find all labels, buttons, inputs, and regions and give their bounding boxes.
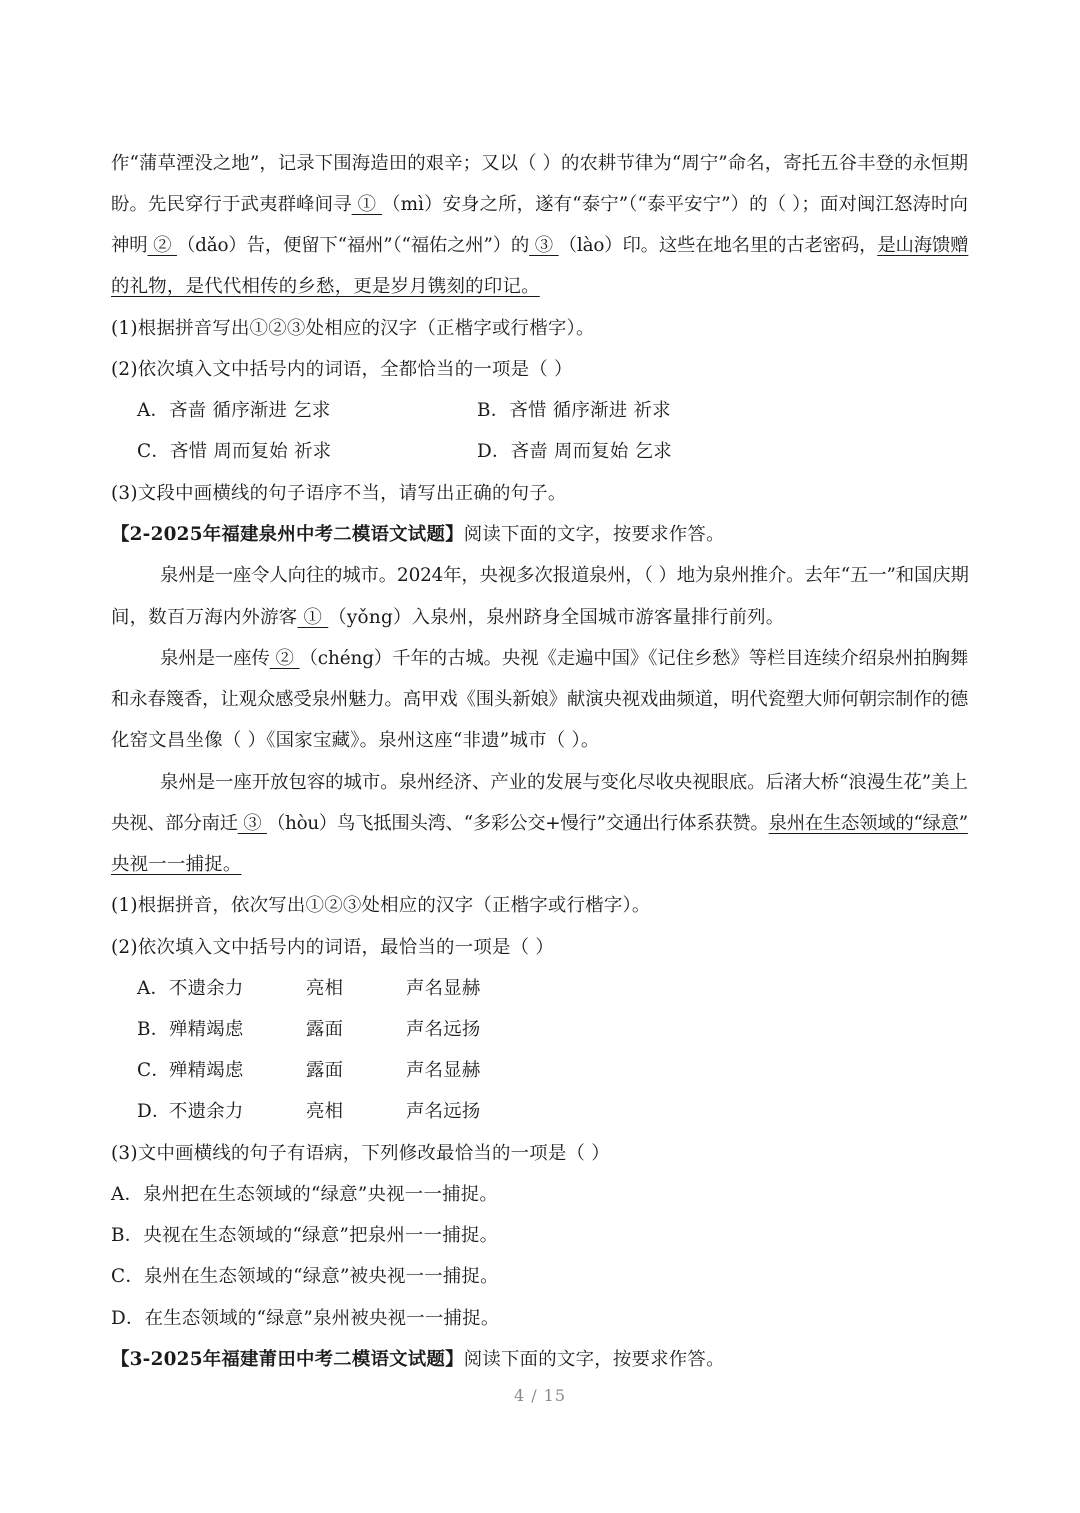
question-1: (1)根据拼音写出①②③处相应的汉字（正楷字或行楷字）。 — [111, 318, 595, 339]
paragraph-line: 间，数百万海内外游客 ① （yǒng）入泉州，泉州跻身全国城市游客量排行前列。 — [111, 607, 785, 628]
blank-2: ② — [147, 235, 177, 256]
blank-1: ① — [297, 607, 329, 628]
option-d: D．在生态领域的“绿意”泉州被央视一一捕捉。 — [111, 1308, 500, 1329]
paragraph-line: 央视、部分南迁 ③ （hòu）鸟飞抵围头湾、“多彩公交+慢行”交通出行体系获赞。泉州在生态领域的“绿意” — [111, 813, 968, 834]
section-heading: 【2-2025年福建泉州中考二模语文试题】阅读下面的文字，按要求作答。 — [111, 524, 725, 545]
question-1: (1)根据拼音，依次写出①②③处相应的汉字（正楷字或行楷字）。 — [111, 895, 651, 916]
document-page: 作“蒲草湮没之地”，记录下围海造田的艰辛；又以（ ）的农耕节律为“周宁”命名，寄托五谷丰登的永恒期 盼。先民穿行于武夷群峰间寻 ① （mì）安身之所，遂有“泰宁”（“泰平安宁”）的（ ）；面对闽江怒涛时向 神明 ② （dǎo）告，便留下“福州”（“福佑之州”）的 ③ （lào）印。这些在地名里的古老密码，是山海馈赠 的礼物，是代代相传的乡愁，更是岁月镌刻的印记。 (1)根据拼音写出①②③处相应的汉字（正楷字或行楷字）。 (2)依次填入文中括号内的词语，全都恰当的一项是（ ） A．吝啬 循序渐进 乞求 B．吝惜 循序渐进 祈求 C．吝惜 周而复始 祈求 D．吝啬 周而复始 乞求 (3)文段中画横线的句子语序不当，请写出正确的句子。 【2-2025年福建泉州中考二模语文试题】阅读下面的文字，按要求作答。 泉州是一座令人向往的城市。2024年，央视多次报道泉州，（ ）地为泉州推介。去年“五一”和国庆期 间，数百万海内外游客 ① （yǒng）入泉州，泉州跻身全国城市游客量排行前列。 泉州是一座传 ② （chéng）千年的古城。央视《走遍中国》《记住乡愁》等栏目连续介绍泉州拍胸舞 和永春篾香，让观众感受泉州魅力。高甲戏《围头新娘》献演央视戏曲频道，明代瓷塑大师何朝宗制作的德 化窑文昌坐像（ ）《国家宝藏》。泉州这座“非遗”城市（ ）。 泉州是一座开放包容的城市。泉州经济、产业的发展与变化尽收央视眼底。后渚大桥“浪漫生花”美上 央视、部分南迁 ③ （hòu）鸟飞抵围头湾、“多彩公交+慢行”交通出行体系获赞。泉州在生态领域的“绿意” 央视一一捕捉。 (1)根据拼音，依次写出①②③处相应的汉字（正楷字或行楷字）。 (2)依次填入文中括号内的词语，最恰当的一项是（ ） A． 不遗余力 亮相 声名显赫 B． 殚精竭虑 露面 声名远扬 C． 殚精竭虑 露面 声名显赫 D． 不遗余力 亮相 声名远扬 (3)文中画横线的句子有语病，下列修改最恰当的一项是（ ） A．泉州把在生态领域的“绿意”央视一一捕捉。 B．央视在生态领域的“绿意”把泉州一一捕捉。 C．泉州在生态领域的“绿意”被央视一一捕捉。 D．在生态领域的“绿意”泉州被央视一一捕捉。 【3-2025年福建莆田中考二模语文试题】阅读下面的文字，按要求作答。 4 / 15 — [0, 0, 1080, 1513]
paragraph-line: 泉州是一座令人向往的城市。2024年，央视多次报道泉州，（ ）地为泉州推介。去年“五一”和国庆期 — [160, 565, 969, 586]
option-a: A．泉州把在生态领域的“绿意”央视一一捕捉。 — [111, 1184, 499, 1205]
underlined-sentence: 是山海馈赠 — [877, 235, 969, 256]
paragraph-line: 神明 ② （dǎo）告，便留下“福州”（“福佑之州”）的 ③ （lào）印。这些在地名里的古老密码，是山海馈赠 — [111, 235, 969, 256]
option-b: B．央视在生态领域的“绿意”把泉州一一捕捉。 — [111, 1225, 499, 1246]
blank-1: ① — [351, 194, 383, 215]
blank-3: ③ — [237, 813, 267, 834]
underlined-sentence: 的礼物，是代代相传的乡愁，更是岁月镌刻的印记。 — [111, 276, 540, 297]
underlined-sentence: 央视一一捕捉。 — [111, 854, 242, 875]
blank-3: ③ — [529, 235, 559, 256]
paragraph-line: 泉州是一座传 ② （chéng）千年的古城。央视《走遍中国》《记住乡愁》等栏目连续介绍泉州拍胸舞 — [160, 648, 969, 669]
page-number: 4 / 15 — [513, 1386, 567, 1405]
option-c: C．泉州在生态领域的“绿意”被央视一一捕捉。 — [111, 1266, 499, 1287]
option-d: D．吝啬 周而复始 乞求 — [477, 441, 672, 462]
paragraph-line: 和永春篾香，让观众感受泉州魅力。高甲戏《围头新娘》献演央视戏曲频道，明代瓷塑大师何朝宗制作的德 — [111, 689, 969, 710]
question-2: (2)依次填入文中括号内的词语，最恰当的一项是（ ） — [111, 937, 554, 958]
question-3: (3)文中画横线的句子有语病，下列修改最恰当的一项是（ ） — [111, 1143, 610, 1164]
paragraph-line: 盼。先民穿行于武夷群峰间寻 ① （mì）安身之所，遂有“泰宁”（“泰平安宁”）的（ ）；面对闽江怒涛时向 — [111, 194, 969, 215]
paragraph-line: 化窑文昌坐像（ ）《国家宝藏》。泉州这座“非遗”城市（ ）。 — [111, 730, 600, 751]
section-heading: 【3-2025年福建莆田中考二模语文试题】阅读下面的文字，按要求作答。 — [111, 1349, 725, 1370]
paragraph-line: 作“蒲草湮没之地”，记录下围海造田的艰辛；又以（ ）的农耕节律为“周宁”命名，寄托五谷丰登的永恒期 — [111, 153, 969, 174]
question-2: (2)依次填入文中括号内的词语，全都恰当的一项是（ ） — [111, 359, 573, 380]
option-a: A．吝啬 循序渐进 乞求 — [137, 400, 331, 421]
option-b: B．吝惜 循序渐进 祈求 — [477, 400, 671, 421]
option-c: C．吝惜 周而复始 祈求 — [137, 441, 332, 462]
paragraph-line: 泉州是一座开放包容的城市。泉州经济、产业的发展与变化尽收央视眼底。后渚大桥“浪漫生花”美上 — [160, 772, 968, 793]
question-3: (3)文段中画横线的句子语序不当，请写出正确的句子。 — [111, 483, 567, 504]
underlined-sentence: 泉州在生态领域的“绿意” — [768, 813, 968, 834]
blank-2: ② — [269, 648, 300, 669]
